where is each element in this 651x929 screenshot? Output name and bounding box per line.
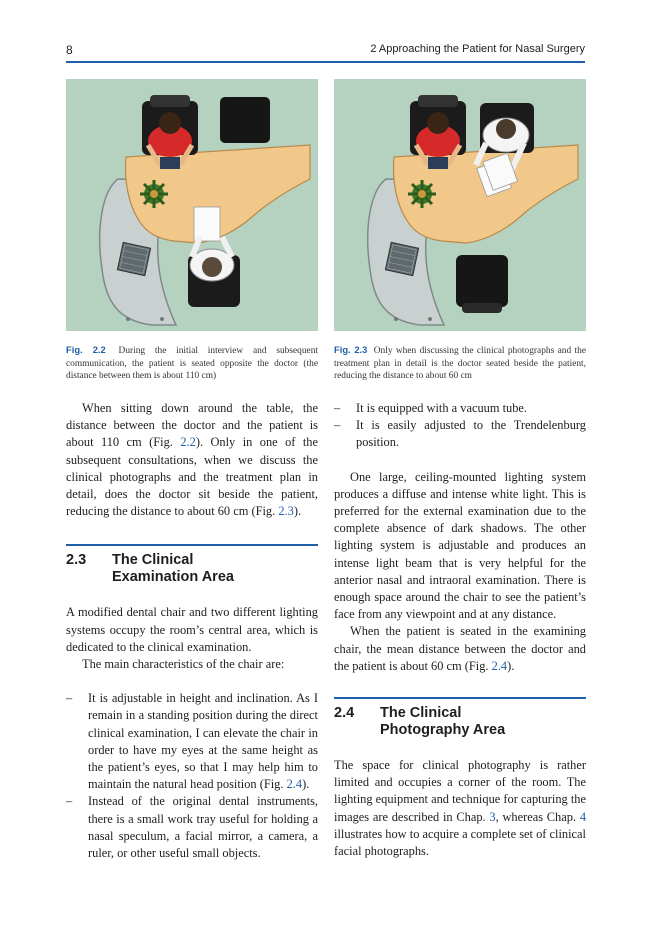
documents xyxy=(194,207,220,241)
paragraph-text: When the patient is seated in the examining chair, the mean distance between the doctor and the patient is about 60 cm (Fig. xyxy=(334,624,586,673)
paragraph xyxy=(334,623,586,675)
section-number: 2.3 xyxy=(66,552,87,569)
list-text: Instead of the original dental instruments, there is a small work tray useful for holding a nasal speculum, a facial mirror, a camera, a ruler, or other useful small objects. xyxy=(88,794,318,861)
list-text: It is adjustable in height and inclination. As I remain in a standing position during the direct clinical examination, I can elevate the chair in order to have my eyes at the same height as the patient’s eyes, so that I may help him to maintain the natural head position (Fig. xyxy=(88,691,318,792)
list-item xyxy=(66,793,318,862)
paragraph xyxy=(66,400,318,520)
figure-reference-link[interactable]: 2.3 xyxy=(278,504,294,519)
right-column xyxy=(334,400,586,860)
caption-text: Only when discussing the clinical photographs and the treatment plan in detail is the doctor seated beside the patient, reducing the distance to about 60 cm xyxy=(334,346,586,382)
figure-label: Fig. 2.3 xyxy=(334,344,368,355)
paragraph-text: When sitting down around the table, the distance between the doctor and the patient is about 110 cm (Fig. xyxy=(66,401,318,450)
figure-2-3-illustration xyxy=(334,79,586,331)
laptop-icon xyxy=(385,242,418,275)
list-text: It is equipped with a vacuum tube. xyxy=(356,401,528,415)
left-column xyxy=(66,400,318,862)
figure-reference-link[interactable]: 2.4 xyxy=(286,777,303,792)
section-number: 2.4 xyxy=(334,705,355,722)
section-heading-2-3 xyxy=(66,546,318,586)
paragraph-text: ). xyxy=(293,504,302,519)
paragraph-text: The space for clinical photography is rather limited and occupies a corner of the room. The lighting equipment and technique for capturing the images are described in Chap. xyxy=(334,758,586,824)
chapter-reference-link[interactable]: 4 xyxy=(579,809,587,824)
figure-2-3-caption xyxy=(334,344,586,383)
header-rule xyxy=(66,61,585,63)
section-title-line: The Clinical xyxy=(380,705,462,722)
section-heading-2-4 xyxy=(334,699,586,739)
section-title-line: Photography Area xyxy=(380,722,506,739)
list-dash: – xyxy=(66,794,73,809)
caption-text: During the initial interview and subsequent communication, the patient is seated opposite the doctor (the distance between them is about 110 cm) xyxy=(66,346,318,382)
list-item xyxy=(334,417,586,451)
plant-icon xyxy=(140,180,168,208)
list-dash: – xyxy=(66,691,73,706)
figure-2-2-illustration xyxy=(66,79,318,331)
doctor-figure xyxy=(188,237,240,307)
figure-2-2-caption xyxy=(66,344,318,383)
paragraph-text: ). Only in one of the subsequent consultations, when we discuss the clinical photographs and the treatment plan in detail, does the doctor sit beside the patient, reducing the distance to about 60 cm (Fig. xyxy=(66,435,319,519)
figure-reference-link[interactable]: 2.4 xyxy=(491,658,508,673)
paragraph-text: illustrates how to acquire a complete set of clinical facial photographs. xyxy=(334,826,586,859)
list-item xyxy=(334,400,586,417)
section-title-line: The Clinical xyxy=(112,552,194,569)
running-head: 2 Approaching the Patient for Nasal Surgery xyxy=(370,43,585,55)
page-number: 8 xyxy=(66,43,73,57)
list-text: ). xyxy=(302,777,310,792)
figure-label: Fig. 2.2 xyxy=(66,344,106,355)
list-dash: – xyxy=(334,401,341,415)
list-item xyxy=(66,690,318,793)
list-dash: – xyxy=(334,418,341,433)
paragraph: A modified dental chair and two different lighting systems occupy the room’s central area, which is dedicated to the clinical examination. xyxy=(66,605,318,654)
paragraph-text: , whereas Chap. xyxy=(495,809,580,824)
paragraph: The main characteristics of the chair are: xyxy=(82,657,285,672)
paragraph xyxy=(334,757,586,860)
plant-icon xyxy=(408,180,436,208)
section-title-line: Examination Area xyxy=(112,569,234,586)
chapter-reference-link[interactable]: 3 xyxy=(489,809,496,824)
figure-reference-link[interactable]: 2.2 xyxy=(180,435,196,450)
empty-chair xyxy=(220,97,270,143)
paragraph-text: ). xyxy=(507,658,515,673)
laptop-icon xyxy=(117,242,150,275)
list-text: It is easily adjusted to the Trendelenburg position. xyxy=(356,418,586,450)
paragraph: One large, ceiling-mounted lighting system produces a diffuse and intense white light. This is preferred for the external examination due to the complete absence of dark shadows. The other lighting system is adjustable and produces an intense light beam that is very helpful for the anterior nasal and intraoral examination. There is enough space around the chair to see the patient’s face from any viewpoint and at any distance. xyxy=(334,469,586,622)
empty-chair xyxy=(456,255,508,307)
